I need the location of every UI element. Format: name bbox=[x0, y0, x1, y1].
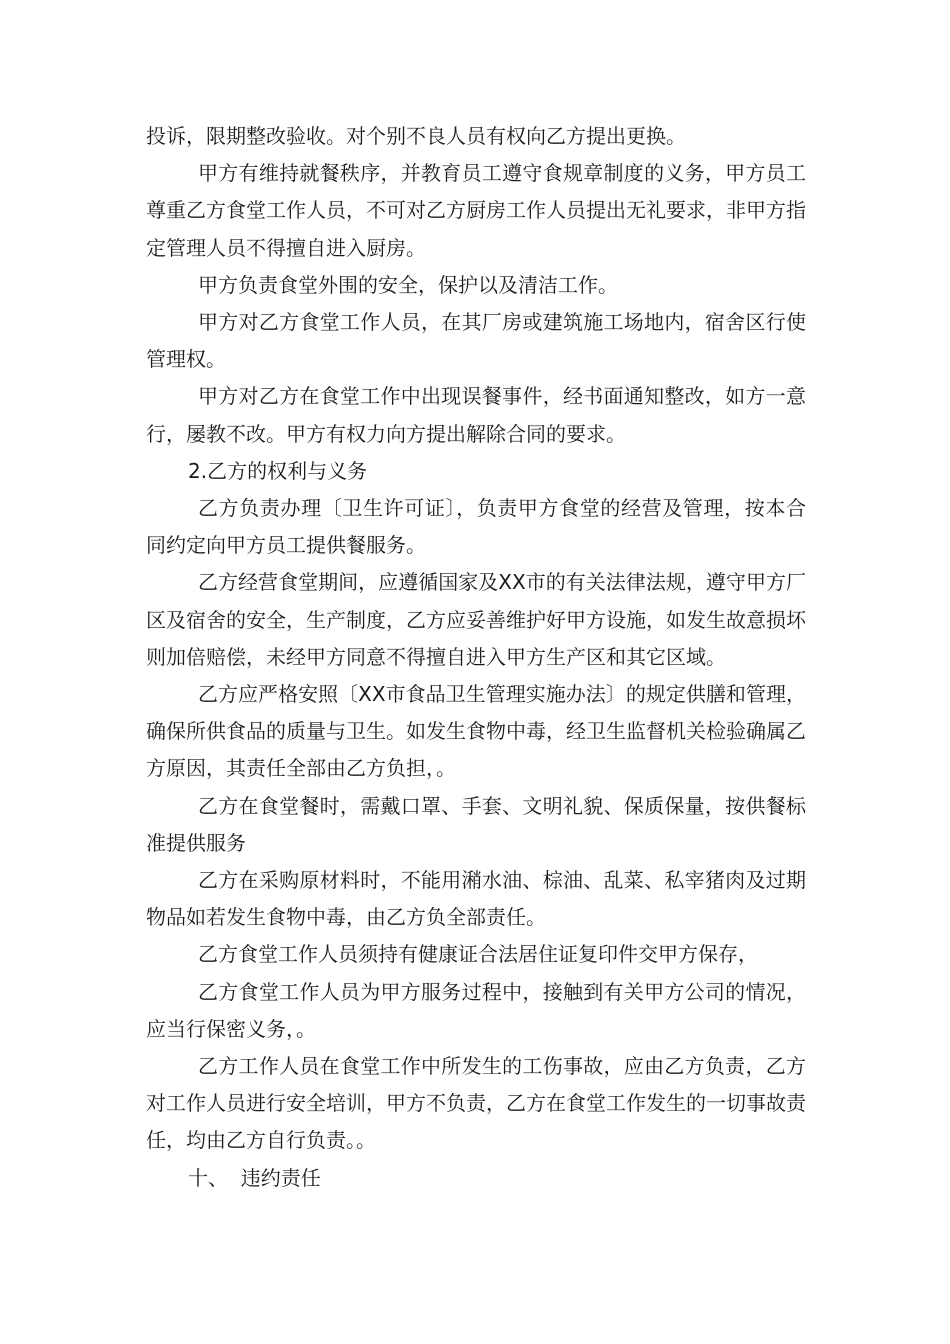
paragraph: 乙方食堂工作人员须持有健康证合法居住证复印件交甲方保存， bbox=[198, 942, 758, 967]
paragraph: 乙方经营食堂期间，应遵循国家及XX市的有关法律法规，遵守甲方厂区及宿舍的安全，生产制度，乙方应妥善维护好甲方设施，如发生故意损坏则加倍赔偿，未经甲方同意不得擅自进入甲方生产区和其它区域。 bbox=[146, 570, 806, 669]
paragraph: 乙方在食堂餐时，需戴口罩、手套、文明礼貌、保质保量，按供餐标准提供服务 bbox=[146, 793, 806, 855]
paragraph: 乙方负责办理〔卫生许可证〕，负责甲方食堂的经营及管理，按本合同约定向甲方员工提供餐服务。 bbox=[146, 496, 806, 558]
paragraph: 投诉，限期整改验收。对个别不良人员有权向乙方提出更换。 bbox=[146, 124, 686, 148]
subsection-heading: 2.乙方的权利与义务 bbox=[188, 458, 368, 483]
paragraph: 乙方在采购原材料时，不能用潲水油、棕油、乱菜、私宰猪肉及过期物品如若发生食物中毒，由乙方负全部责任。 bbox=[146, 868, 806, 930]
section-heading: 十、 违约责任 bbox=[188, 1165, 321, 1190]
paragraph: 乙方应严格安照〔XX市食品卫生管理实施办法〕的规定供膳和管理，确保所供食品的质量与卫生。如发生食物中毒，经卫生监督机关检验确属乙方原因，其责任全部由乙方负担，。 bbox=[146, 682, 806, 781]
paragraph: 甲方有维持就餐秩序，并教育员工遵守食规章制度的义务，甲方员工尊重乙方食堂工作人员，不可对乙方厨房工作人员提出无礼要求，非甲方指定管理人员不得擅自进入厨房。 bbox=[146, 161, 806, 260]
paragraph: 甲方对乙方在食堂工作中出现误餐事件，经书面通知整改，如方一意行，屡教不改。甲方有权力向方提出解除合同的要求。 bbox=[146, 384, 806, 446]
paragraph: 乙方食堂工作人员为甲方服务过程中，接触到有关甲方公司的情况，应当行保密义务，。 bbox=[146, 979, 806, 1041]
paragraph: 乙方工作人员在食堂工作中所发生的工伤事故，应由乙方负责，乙方对工作人员进行安全培训，甲方不负责，乙方在食堂工作发生的一切事故责任，均由乙方自行负责。。 bbox=[146, 1054, 806, 1153]
paragraph: 甲方负责食堂外围的安全，保护以及清洁工作。 bbox=[198, 272, 618, 297]
paragraph: 甲方对乙方食堂工作人员，在其厂房或建筑施工场地内，宿舍区行使管理权。 bbox=[146, 310, 806, 372]
document-body bbox=[146, 118, 806, 1197]
